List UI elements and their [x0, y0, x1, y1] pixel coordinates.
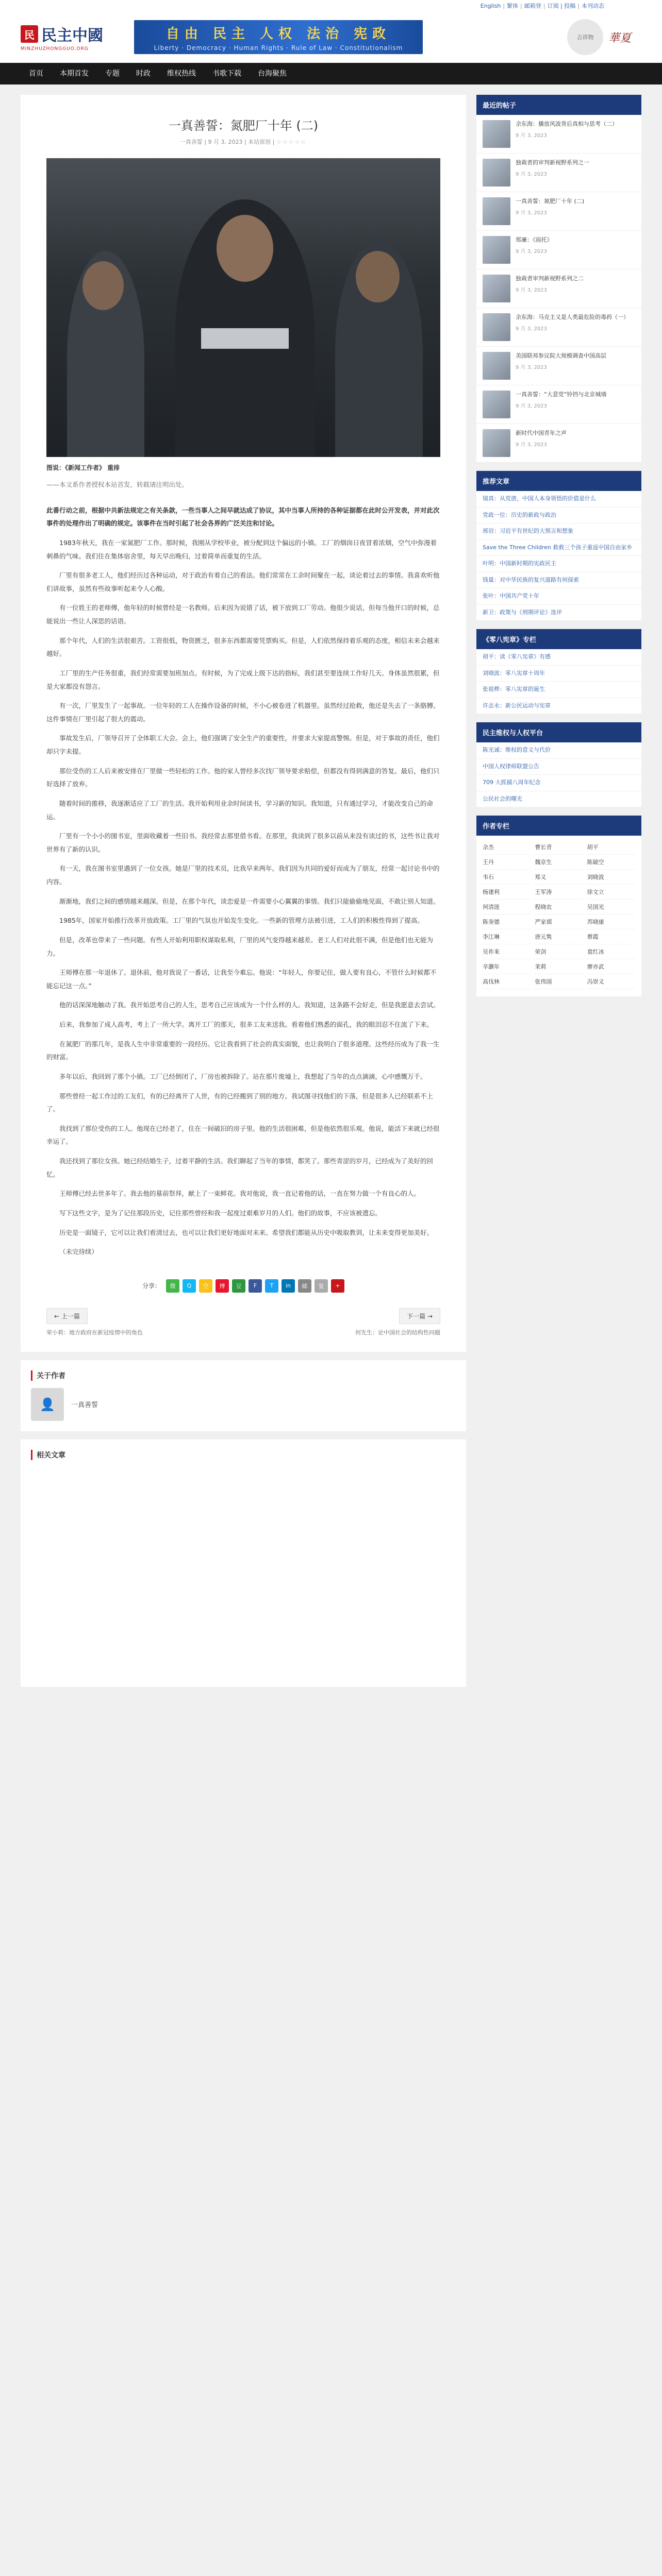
utility-link-english[interactable]: English: [480, 2, 501, 9]
writers-grid: [476, 836, 641, 996]
author-name[interactable]: 一真善誓: [71, 1401, 98, 1410]
charter08-link[interactable]: 胡平：读《零八宪章》有感: [476, 649, 641, 666]
utility-link-news[interactable]: 本刊动态: [582, 3, 604, 9]
post-thumbnail: [483, 313, 510, 341]
latest-post-item[interactable]: [476, 231, 641, 269]
writer-link[interactable]: 李江琳: [483, 929, 531, 944]
latest-post-title: 新时代中国青年之声: [516, 430, 567, 436]
next-post-button[interactable]: 下一篇 →: [399, 1308, 440, 1324]
article-paragraph: 后来，我参加了成人高考，考上了一所大学。离开工厂的那天，很多工友来送我。看着他们熟悉的面孔，我的眼泪忍不住流了下来。: [59, 1021, 434, 1028]
share-weibo-icon[interactable]: 博: [216, 1279, 229, 1293]
next-post-title[interactable]: 何先生：论中国社会的结构性问题: [355, 1329, 440, 1336]
related-posts: [21, 1439, 466, 1687]
writer-link[interactable]: 刘晓波: [587, 870, 635, 885]
article-title: 一真善誓：氮肥厂十年 (二): [168, 118, 319, 133]
nav-first-release[interactable]: 本期首发: [60, 70, 89, 78]
rights-link[interactable]: 中国人权律师联盟公告: [476, 759, 641, 775]
recommended-link[interactable]: Save the Three Children 救救三个孩子重返中国自由家乡: [476, 540, 641, 556]
post-thumbnail: [483, 429, 510, 457]
writer-link[interactable]: 辛灏年: [483, 959, 531, 974]
share-label: 分享：: [142, 1282, 161, 1290]
latest-post-date: 9 月 3, 2023: [516, 210, 547, 216]
latest-post-date: 9 月 3, 2023: [516, 403, 547, 409]
writers-title: 作者专栏: [476, 816, 641, 836]
article-paragraph: 厂里有一个小小的图书室，里面收藏着一些旧书。我经常去那里借书看。在那里，我读到了很多以前从来没有读过的书，这些书让我对世界有了新的认识。: [46, 832, 440, 853]
logo-text: 民主中國: [41, 27, 103, 45]
rights-title: 民主维权与人权平台: [476, 722, 641, 742]
share-wechat-icon[interactable]: 微: [166, 1279, 179, 1293]
recommended-link[interactable]: 钱量：对中华民族的复兴道路有何探索: [476, 572, 641, 589]
share-linkedin-icon[interactable]: in: [282, 1279, 295, 1293]
writer-link[interactable]: 茉莉: [535, 959, 583, 974]
rights-link[interactable]: 公民社会的曙光: [476, 791, 641, 808]
article-paragraph: 1985年，国家开始推行改革开放政策。工厂里的气氛也开始发生变化。一些新的管理方法被引进，工人们的积极性得到了提高。: [59, 917, 424, 925]
writer-link[interactable]: 陈奎德: [483, 914, 531, 929]
nav-downloads[interactable]: 书歌下载: [212, 70, 241, 78]
latest-post-title: 郑廉：《雨托》: [516, 236, 553, 243]
latest-post-date: 9 月 3, 2023: [516, 326, 547, 332]
writer-link[interactable]: 廖亦武: [587, 959, 635, 974]
writer-link[interactable]: 袁红冰: [587, 944, 635, 959]
article-paragraph: 那个年代，人们的生活很艰苦。工资很低，物资匮乏，很多东西都需要凭票购买。但是，人们依然保持着乐观的态度，相信未来会越来越好。: [46, 636, 440, 658]
post-thumbnail: [483, 275, 510, 302]
prev-post-title[interactable]: 荣小莉：地方政府在新冠疫情中的角色: [46, 1329, 143, 1336]
article-paragraph: 厂里有很多老工人，他们经历过各种运动，对于政治有着自己的看法。他们常常在工余时间聚在一起，谈论着过去的事情。我喜欢听他们讲故事，虽然有些故事听起来令人心酸。: [46, 571, 440, 592]
share-qzone-icon[interactable]: 空: [199, 1279, 212, 1293]
nav-home[interactable]: 首页: [29, 70, 43, 78]
writer-link[interactable]: 魏京生: [535, 855, 583, 870]
share-facebook-icon[interactable]: F: [249, 1279, 262, 1293]
author-box-title: 关于作者: [31, 1370, 456, 1381]
writer-link[interactable]: 杨建利: [483, 885, 531, 900]
post-thumbnail: [483, 120, 510, 148]
charter08-block: [476, 629, 641, 714]
share-qq-icon[interactable]: Q: [183, 1279, 196, 1293]
article-body: [46, 536, 440, 1259]
share-more-icon[interactable]: +: [331, 1279, 344, 1293]
prev-post-button[interactable]: ← 上一篇: [46, 1308, 88, 1324]
writer-link[interactable]: 冯崇义: [587, 974, 635, 989]
image-caption: 图说：《新闻工作者》 重排: [46, 464, 120, 471]
rights-link[interactable]: 陈光诚：维权的意义与代价: [476, 742, 641, 759]
writer-link[interactable]: 曹长青: [535, 840, 583, 855]
article-paragraph: 王师傅已经去世多年了。我去他的墓前祭拜，献上了一束鲜花。我对他说，我一直记着他的话，一直在努力做一个有良心的人。: [59, 1190, 421, 1198]
article-paragraph: 王师傅在那一年退休了。退休前，他对我说了一番话，让我至今难忘。他说：“年轻人，你要记住，做人要有良心，不管什么时候都不能忘记这一点。”: [46, 969, 437, 990]
latest-post-item[interactable]: [476, 347, 641, 385]
latest-post-item[interactable]: [476, 424, 641, 463]
article-paragraph: 有一天，我在图书室里遇到了一位女孩。她是厂里的技术员，比我早来两年。我们因为共同的爱好而成为了朋友，经常一起讨论书中的内容。: [46, 865, 440, 886]
avatar: 👤: [31, 1388, 64, 1421]
share-douban-icon[interactable]: 豆: [232, 1279, 245, 1293]
writer-link[interactable]: 蔡霞: [587, 929, 635, 944]
rights-link[interactable]: 709 大抓捕八周年纪念: [476, 775, 641, 791]
writer-link[interactable]: 苏晓康: [587, 914, 635, 929]
writer-link[interactable]: 韦石: [483, 870, 531, 885]
related-title: 相关文章: [31, 1450, 456, 1460]
article-note: ——本文系作者授权本站首发，转载请注明出处。: [46, 481, 189, 488]
utility-link-traditional[interactable]: 繁体: [507, 3, 519, 9]
latest-post-date: 9 月 3, 2023: [516, 364, 547, 370]
article-paragraph: 历史是一面镜子，它可以让我们看清过去，也可以让我们更好地面对未来。希望我们都能从历史中吸取教训，让未来变得更加美好。: [59, 1228, 434, 1236]
writer-link[interactable]: 徐文立: [587, 885, 635, 900]
latest-post-item[interactable]: [476, 269, 641, 308]
latest-post-title: 一真善誓：“大意党”铃铛与北京城墙: [516, 391, 607, 398]
writer-link[interactable]: 何清涟: [483, 900, 531, 914]
post-thumbnail: [483, 352, 510, 380]
nav-taiwan-focus[interactable]: 台海聚焦: [258, 70, 287, 78]
latest-post-date: 9 月 3, 2023: [516, 248, 547, 255]
article-paragraph: 多年以后，我回到了那个小镇。工厂已经倒闭了，厂房也被拆除了。站在那片废墟上，我想起了当年的点点滴滴，心中感慨万千。: [59, 1072, 427, 1080]
site-header: [0, 11, 662, 63]
utility-link-subscribe[interactable]: 订阅 | 投稿: [547, 3, 576, 9]
writers-block: [476, 816, 641, 996]
site-logo[interactable]: [21, 23, 103, 52]
latest-post-item[interactable]: [476, 385, 641, 424]
logo-mark: 民: [21, 25, 38, 43]
sidebar: [476, 95, 641, 1005]
article-paragraph: 事故发生后，厂领导召开了全体职工大会。会上，他们强调了安全生产的重要性，并要求大家提高警惕。但是，对于事故的责任，他们却只字未提。: [46, 734, 440, 755]
writer-link[interactable]: 胡平: [587, 840, 635, 855]
banner-subtitle: Liberty · Democracy · Human Rights · Rule of Law · Constitutionalism: [154, 44, 403, 52]
article-hero-image: [46, 158, 440, 457]
charter08-link[interactable]: 刘晓波：零八宪章十周年: [476, 666, 641, 682]
latest-post-title: 独裁者的审判新视野系列之一: [516, 159, 589, 166]
latest-post-item[interactable]: [476, 308, 641, 347]
recommended-link[interactable]: 邢岩：习近平有世纪的大预言和想象: [476, 523, 641, 540]
writer-link[interactable]: 余杰: [483, 840, 531, 855]
writer-link[interactable]: 唐元隽: [535, 929, 583, 944]
share-twitter-icon[interactable]: T: [265, 1279, 278, 1293]
article-paragraph: 我找到了那位受伤的工人。他现在已经老了，住在一间破旧的房子里。他的生活很困难，但是他依然很乐观。他说，能活下来就已经很幸运了。: [46, 1124, 440, 1146]
recommended-block: [476, 471, 641, 621]
writer-link[interactable]: 严家祺: [535, 914, 583, 929]
recommended-link[interactable]: 镜真：从荒唐，中国人本身领悟的价值是什么: [476, 491, 641, 507]
main-nav: [0, 63, 662, 84]
article-paragraph: 1983年秋天，我在一家氮肥厂工作。那时候，我刚从学校毕业，被分配到这个偏远的小镇。工厂的烟囱日夜冒着浓烟，空气中弥漫着刺鼻的气味。我们住在集体宿舍里，每天早出晚归，过着简单而重复的生活。: [46, 538, 437, 560]
share-email-icon[interactable]: 邮: [298, 1279, 311, 1293]
writer-link[interactable]: 张伟国: [535, 974, 583, 989]
article-paragraph: 渐渐地，我们之间的感情越来越深。但是，在那个年代，谈恋爱是一件需要小心翼翼的事情。我们只能偷偷地见面，不敢让别人知道。: [59, 897, 440, 905]
logo-subtitle: MINZHUZHONGGUO.ORG: [21, 46, 89, 52]
latest-posts-title: 最近的帖子: [476, 95, 641, 115]
latest-post-title: 美国联邦参议院大规模调查中国高层: [516, 352, 606, 359]
post-thumbnail: [483, 236, 510, 264]
article-paragraph: 有一次，厂里发生了一起事故。一位年轻的工人在操作设备的时候，不小心被卷进了机器里。虽然经过抢救，他还是失去了一条胳膊。这件事情在厂里引起了很大的震动。: [46, 702, 440, 723]
article-paragraph: 有一位姓王的老师傅，他年轻的时候曾经是一名教师。后来因为说错了话，被下放到工厂劳动。他很少说话，但每当他开口的时候，总能说出一些让人深思的话语。: [46, 604, 440, 625]
main-column: [21, 95, 466, 1687]
post-pager: [46, 1308, 440, 1324]
latest-post-item[interactable]: [476, 154, 641, 192]
article-paragraph: 他的话深深地触动了我。我开始思考自己的人生，思考自己应该成为一个什么样的人。我知道，这条路不会好走，但是我愿意去尝试。: [59, 1001, 440, 1009]
writer-link[interactable]: 高伐林: [483, 974, 531, 989]
brand-script: 華夏: [608, 31, 631, 45]
latest-post-date: 9 月 3, 2023: [516, 132, 547, 139]
article-paragraph: 那位受伤的工人后来被安排在厂里做一些轻松的工作。他的家人曾经多次找厂领导要求赔偿，但都没有得到满意的答复。最后，他们只好选择了放弃。: [46, 767, 440, 788]
writer-link[interactable]: 程晓农: [535, 900, 583, 914]
recommended-link[interactable]: 叶明：中国新时期的宪政民主: [476, 556, 641, 572]
share-copy-icon[interactable]: 复: [315, 1279, 328, 1293]
article-paragraph: 写下这些文字，是为了记住那段历史，记住那些曾经和我一起度过艰难岁月的人们。他们的故事，不应该被遗忘。: [59, 1209, 382, 1217]
writer-link[interactable]: 荣剑: [535, 944, 583, 959]
rating-stars[interactable]: ☆☆☆☆☆: [276, 139, 307, 145]
recommended-link[interactable]: 党政一位：历史的新政与政治: [476, 507, 641, 524]
latest-post-item[interactable]: [476, 192, 641, 231]
nav-topics[interactable]: 专题: [105, 70, 120, 78]
article-paragraph: 我还找到了那位女孩。她已经结婚生子，过着平静的生活。我们聊起了当年的事情，都笑了。那些青涩的岁月，已经成为了美好的回忆。: [46, 1157, 434, 1178]
article: [21, 95, 466, 1352]
header-banner: [134, 20, 423, 54]
writer-link[interactable]: 吴祚来: [483, 944, 531, 959]
article-paragraph: 工厂里的生产任务很重，我们经常需要加班加点。有时候，为了完成上级下达的指标，我们甚至要连续工作好几天。身体虽然很累，但是大家都没有怨言。: [46, 669, 440, 690]
article-paragraph: （未完待续）: [59, 1248, 98, 1256]
latest-post-date: 9 月 3, 2023: [516, 171, 547, 177]
nav-politics[interactable]: 时政: [136, 70, 151, 78]
rights-block: [476, 722, 641, 807]
writer-link[interactable]: 王丹: [483, 855, 531, 870]
latest-post-title: 余东海：播放风波背后真相与思考（二）: [516, 121, 618, 127]
charter08-link[interactable]: 许志永：新公民运动与宪章: [476, 698, 641, 715]
recommended-link[interactable]: 张叶：中国共产党十年: [476, 588, 641, 605]
charter08-link[interactable]: 张祖桦：零八宪章的诞生: [476, 682, 641, 698]
article-meta: [46, 138, 440, 146]
recommended-title: 推荐文章: [476, 471, 641, 491]
latest-posts-block: [476, 95, 641, 463]
writer-link[interactable]: 吴国光: [587, 900, 635, 914]
share-bar: [46, 1279, 440, 1293]
recommended-link[interactable]: 新卫：政策与《刑期评论》选评: [476, 605, 641, 621]
latest-post-title: 余东海：马克主义是人类最危险的毒药（一）: [516, 314, 629, 320]
mascot-image: 吉祥物: [567, 19, 603, 55]
utility-bar: English | 繁体 | 邮箱登 | 订阅 | 投稿 | 本刊动态: [0, 0, 662, 11]
article-paragraph: 那些曾经一起工作过的工友们，有的已经离开了人世，有的已经搬到了别的地方。我试图寻找他们的下落，但是很多人已经联系不上了。: [46, 1092, 434, 1113]
article-meta-text: 一真善誓 | 9 月 3, 2023 | 本站原创 |: [179, 139, 276, 145]
utility-link-mail[interactable]: 邮箱登: [524, 3, 541, 9]
latest-post-date: 9 月 3, 2023: [516, 442, 547, 448]
nav-rights-hotline[interactable]: 维权热线: [167, 70, 196, 78]
writer-link[interactable]: 郑义: [535, 870, 583, 885]
latest-post-date: 9 月 3, 2023: [516, 287, 547, 293]
latest-post-item[interactable]: [476, 115, 641, 154]
post-thumbnail: [483, 159, 510, 187]
writer-link[interactable]: 陈破空: [587, 855, 635, 870]
post-thumbnail: [483, 197, 510, 225]
latest-post-title: 独裁者审判新视野系列之二: [516, 275, 584, 282]
charter08-title: 《零八宪章》专栏: [476, 629, 641, 649]
article-paragraph: 随着时间的推移，我逐渐适应了工厂的生活。我开始利用业余时间读书，学习新的知识。我知道，只有通过学习，才能改变自己的命运。: [46, 799, 434, 821]
article-paragraph: 但是，改革也带来了一些问题。有些人开始利用职权谋取私利，厂里的风气变得越来越差。老工人们对此很不满，但是他们也无能为力。: [46, 936, 434, 957]
writer-link[interactable]: 王军涛: [535, 885, 583, 900]
author-box: [21, 1360, 466, 1431]
article-lead: 此番行动之前，根据中共新法规定之有关条款，一些当事人之间早就达成了协议，其中当事人所持的各种证据都在此时公开发表，并对此次事件的处理作出了明确的规定。该事件在当时引起了社会各界的广泛关注和讨论。: [46, 506, 440, 528]
banner-title: 自由 民主 人权 法治 宪政: [166, 26, 391, 42]
article-paragraph: 在氮肥厂的那几年，是我人生中非常重要的一段经历。它让我看到了社会的真实面貌，也让我明白了很多道理。这些经历成为了我一生的财富。: [46, 1040, 440, 1061]
latest-post-title: 一真善誓：氮肥厂十年 (二): [516, 198, 585, 205]
post-thumbnail: [483, 391, 510, 418]
